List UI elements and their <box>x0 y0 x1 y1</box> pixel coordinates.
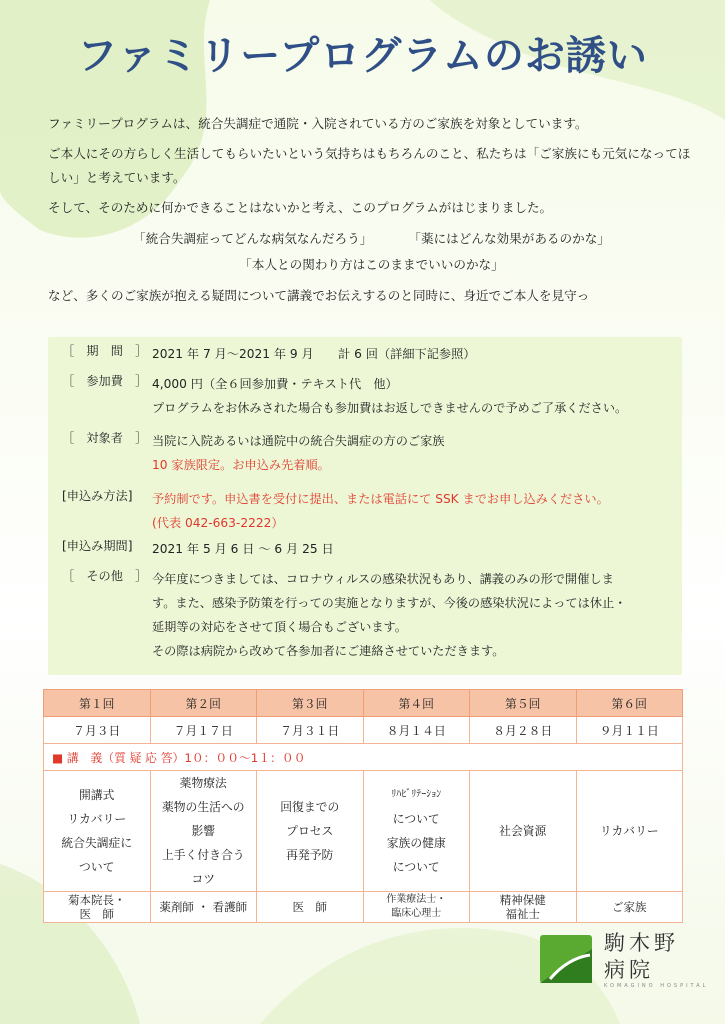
intro-paragraph: ご本人にその方らしく生活してもらいたいという気持ちはもちろんのこと、私たちは「ご家族にも元気になってほしい」と考えています。 <box>48 146 691 185</box>
info-label: [申込み方法] <box>62 489 133 503</box>
schedule-content-row <box>44 771 683 892</box>
intro-section <box>48 112 695 314</box>
info-label: [申込み期間] <box>62 539 133 553</box>
session-date: ７月３１日 <box>257 717 364 744</box>
session-header: 第５回 <box>470 690 577 717</box>
quote-line <box>48 226 695 252</box>
hospital-logo-name <box>604 930 679 984</box>
info-label: ［ 期 間 ］ <box>62 344 148 358</box>
info-value <box>152 429 672 477</box>
content-line: について <box>392 860 440 874</box>
info-text: す。また、感染予防策を行っての実施となりますが、今後の感染状況によっては休止・ <box>152 596 627 610</box>
info-text: 10 家族限定。お申込み先着順。 <box>152 458 330 472</box>
session-content <box>257 771 364 892</box>
content-line: コツ <box>191 872 216 886</box>
content-line: プロセス <box>286 824 334 838</box>
content-line: 開講式 <box>79 788 115 802</box>
quote-text: 「本人との関わり方はこのままでいいのかな」 <box>239 257 504 272</box>
info-text: 延期等の対応をさせて頂く場合もございます。 <box>152 620 407 634</box>
content-line: 上手く付き合う <box>161 848 245 862</box>
session-header: 第４回 <box>363 690 470 717</box>
staff-line: 作業療法士・ <box>386 894 447 905</box>
session-content <box>44 771 151 892</box>
schedule-header-row <box>44 690 683 717</box>
session-header: 第６回 <box>576 690 683 717</box>
info-text: その際は病院から改めて各参加者にご連絡させていただきます。 <box>152 644 505 658</box>
intro-paragraph: ファミリープログラムは、統合失調症で通院・入院されている方のご家族を対象としています。 <box>48 116 588 131</box>
session-date: ９月１１日 <box>576 717 683 744</box>
quote-text: 「薬にはどんな効果があるのかな」 <box>408 231 610 246</box>
staff-line: 医 師 <box>79 907 114 921</box>
session-content <box>470 771 577 892</box>
content-line: 薬物の生活への <box>161 800 245 814</box>
content-line: 再発予防 <box>286 848 334 862</box>
intro-paragraph: そして、そのために何かできることはないかと考え、このプログラムがはじまりました。 <box>48 200 553 215</box>
info-label: ［ その他 ］ <box>62 569 148 583</box>
info-text: 今年度につきましては、コロナウィルスの感染状況もあり、講義のみの形で開催しま <box>152 572 614 586</box>
lecture-row <box>44 744 683 771</box>
staff-line: 薬剤師 ・ 看護師 <box>159 900 248 914</box>
info-value <box>152 567 672 663</box>
content-line: ﾘﾊﾋﾞﾘﾃｰｼｮﾝ <box>391 789 442 800</box>
quote-text: 「統合失調症ってどんな病気なんだろう」 <box>133 231 373 246</box>
session-content <box>150 771 257 892</box>
info-value: 2021 年 7 月～2021 年 9 月 計 6 回（詳細下記参照） <box>152 347 476 361</box>
session-staff <box>576 892 683 923</box>
info-text: 当院に入院あるいは通院中の統合失調症の方のご家族 <box>152 434 445 448</box>
staff-line: 福祉士 <box>505 907 540 921</box>
logo-name-line: 病院 <box>604 958 654 982</box>
content-line: 統合失調症に <box>61 836 133 850</box>
info-text: 予約制です。申込書を受付に提出、または電話にて SSK までお申し込みください。 <box>152 492 609 506</box>
session-staff <box>363 892 470 923</box>
session-header: 第１回 <box>44 690 151 717</box>
content-line: 社会資源 <box>499 824 547 838</box>
staff-line: 菊本院長・ <box>68 893 126 907</box>
content-line: リカバリー <box>599 824 659 838</box>
quote-line <box>48 252 695 278</box>
staff-line: ご家族 <box>612 900 647 914</box>
logo-name-line: 駒木野 <box>604 931 679 955</box>
session-date: ８月１４日 <box>363 717 470 744</box>
content-line: 家族の健康 <box>386 836 446 850</box>
session-staff <box>257 892 364 923</box>
info-value: 2021 年 5 月 6 日 ～ 6 月 25 日 <box>152 542 334 556</box>
session-date: ７月３日 <box>44 717 151 744</box>
content-line: 回復までの <box>280 800 340 814</box>
staff-line: 医 師 <box>292 900 327 914</box>
session-date: ７月１７日 <box>150 717 257 744</box>
info-text: (代表 042-663-2222） <box>152 516 284 530</box>
session-staff <box>150 892 257 923</box>
content-line: 薬物療法 <box>179 776 227 790</box>
session-content <box>576 771 683 892</box>
session-date: ８月２８日 <box>470 717 577 744</box>
schedule-staff-row <box>44 892 683 923</box>
schedule-table <box>43 689 683 923</box>
schedule-date-row <box>44 717 683 744</box>
hospital-logo-subtitle: KOMAGINO HOSPITAL <box>604 983 709 989</box>
info-label: ［ 参加費 ］ <box>62 374 148 388</box>
info-value <box>152 372 672 420</box>
info-text: 4,000 円（全６回参加費・テキスト代 他） <box>152 377 398 391</box>
lecture-time <box>44 744 683 771</box>
session-header: 第２回 <box>150 690 257 717</box>
lecture-time-text: ■ 講 義（質 疑 応 答）1０：００～1１：００ <box>52 750 306 765</box>
session-content <box>363 771 470 892</box>
intro-paragraph: など、多くのご家族が抱える疑問について講義でお伝えするのと同時に、身近でご本人を見守っ <box>48 288 590 303</box>
info-text: プログラムをお休みされた場合も参加費はお返しできませんので予めご了承ください。 <box>152 401 628 415</box>
session-header: 第３回 <box>257 690 364 717</box>
hospital-logo-mark <box>540 935 592 983</box>
info-value <box>152 487 672 535</box>
content-line: について <box>392 812 440 826</box>
info-label: ［ 対象者 ］ <box>62 431 148 445</box>
content-line: リカバリー <box>67 812 127 826</box>
session-staff <box>44 892 151 923</box>
content-line: 影響 <box>191 824 216 838</box>
page-title: ファミリープログラムのお誘い <box>77 33 648 79</box>
info-box <box>48 337 682 675</box>
staff-line: 精神保健 <box>499 893 546 907</box>
staff-line: 臨床心理士 <box>391 908 442 919</box>
session-staff <box>470 892 577 923</box>
content-line: ついて <box>79 860 115 874</box>
